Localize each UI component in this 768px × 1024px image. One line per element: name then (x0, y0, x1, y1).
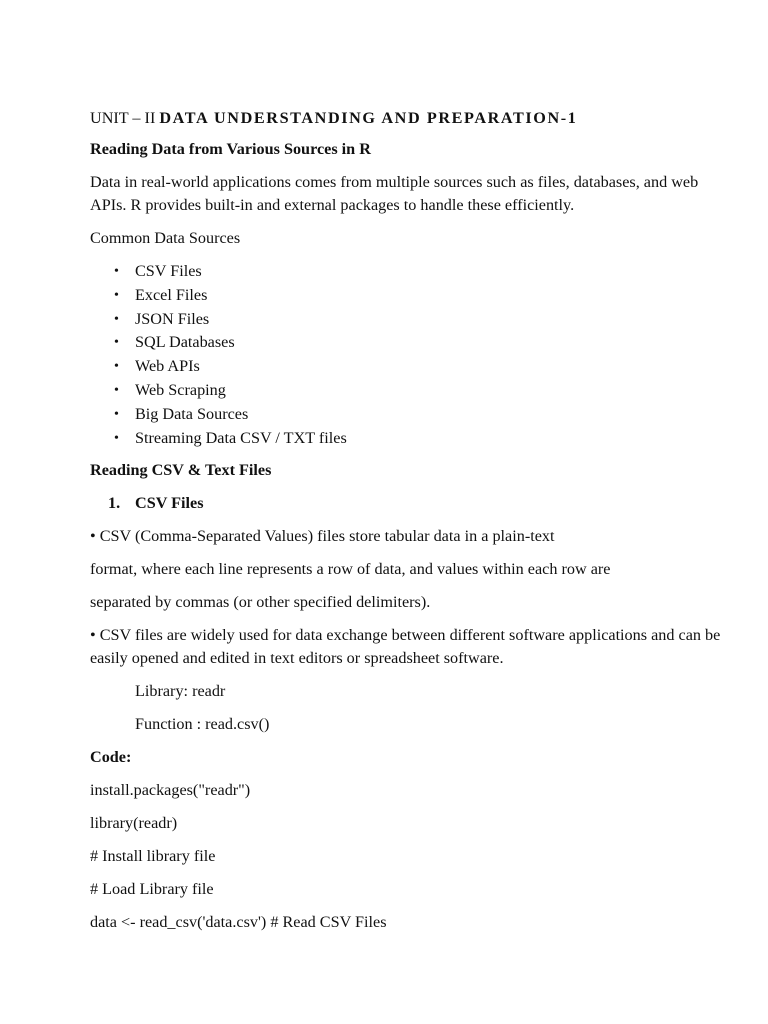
bullet-icon: • (114, 335, 119, 351)
list-item (114, 260, 730, 284)
code-label: Code: (90, 748, 132, 767)
function-line: Function : read.csv() (135, 715, 270, 734)
list-item (114, 427, 730, 451)
unit-title (90, 107, 730, 130)
intro-paragraph: Data in real-world applications comes from multiple sources such as files, databases, and web APIs. R provides built-in and external packages to handle these efficiently. (90, 173, 699, 214)
list-item-csv-files (108, 492, 730, 515)
csv-description-line-3: separated by commas (or other specified delimiters). (90, 593, 431, 612)
common-sources-label: Common Data Sources (90, 229, 241, 247)
section-heading-reading-data: Reading Data from Various Sources in R (90, 140, 371, 158)
list-number: 1. (108, 494, 121, 513)
bullet-icon: • (114, 382, 119, 398)
list-item (114, 403, 730, 427)
document-page (90, 107, 730, 944)
csv-usage-paragraph: • CSV files are widely used for data exchange between different software applications and can be easily opened and edited in text editors or spreadsheet software. (90, 626, 721, 668)
code-line: data <- read_csv('data.csv') # Read CSV Files (90, 913, 387, 932)
bullet-icon: • (114, 359, 119, 375)
library-line: Library: readr (135, 682, 226, 701)
csv-description-line-1: • CSV (Comma-Separated Values) files store tabular data in a plain-text (90, 527, 555, 546)
list-item (114, 355, 730, 379)
unit-label: UNIT – II (90, 109, 160, 127)
list-item-text: Big Data Sources (135, 404, 249, 423)
code-line: library(readr) (90, 814, 178, 833)
section-heading-reading-csv: Reading CSV & Text Files (90, 461, 272, 480)
list-item-text: JSON Files (135, 309, 210, 328)
bullet-icon: • (114, 430, 119, 446)
list-item-text: CSV Files (135, 494, 204, 513)
list-item (114, 379, 730, 403)
list-item-text: Streaming Data CSV / TXT files (135, 428, 347, 447)
list-item-text: Excel Files (135, 285, 208, 304)
bullet-icon: • (114, 406, 119, 422)
bullet-icon: • (114, 264, 119, 279)
list-item-text: Web Scraping (135, 380, 226, 399)
data-sources-list (90, 260, 730, 450)
code-line: install.packages("readr") (90, 781, 251, 800)
unit-title-text: DATA UNDERSTANDING AND PREPARATION-1 (159, 109, 578, 127)
list-item (114, 331, 730, 355)
list-item (114, 284, 730, 308)
list-item-text: CSV Files (135, 262, 202, 280)
bullet-icon: • (114, 287, 119, 303)
list-item-text: SQL Databases (135, 333, 235, 352)
bullet-icon: • (114, 311, 119, 327)
list-item-text: Web APIs (135, 357, 200, 376)
numbered-list (90, 492, 730, 515)
code-line: # Install library file (90, 847, 216, 866)
csv-description-line-2: format, where each line represents a row of data, and values within each row are (90, 560, 611, 579)
list-item (114, 308, 730, 332)
code-line: # Load Library file (90, 880, 214, 899)
